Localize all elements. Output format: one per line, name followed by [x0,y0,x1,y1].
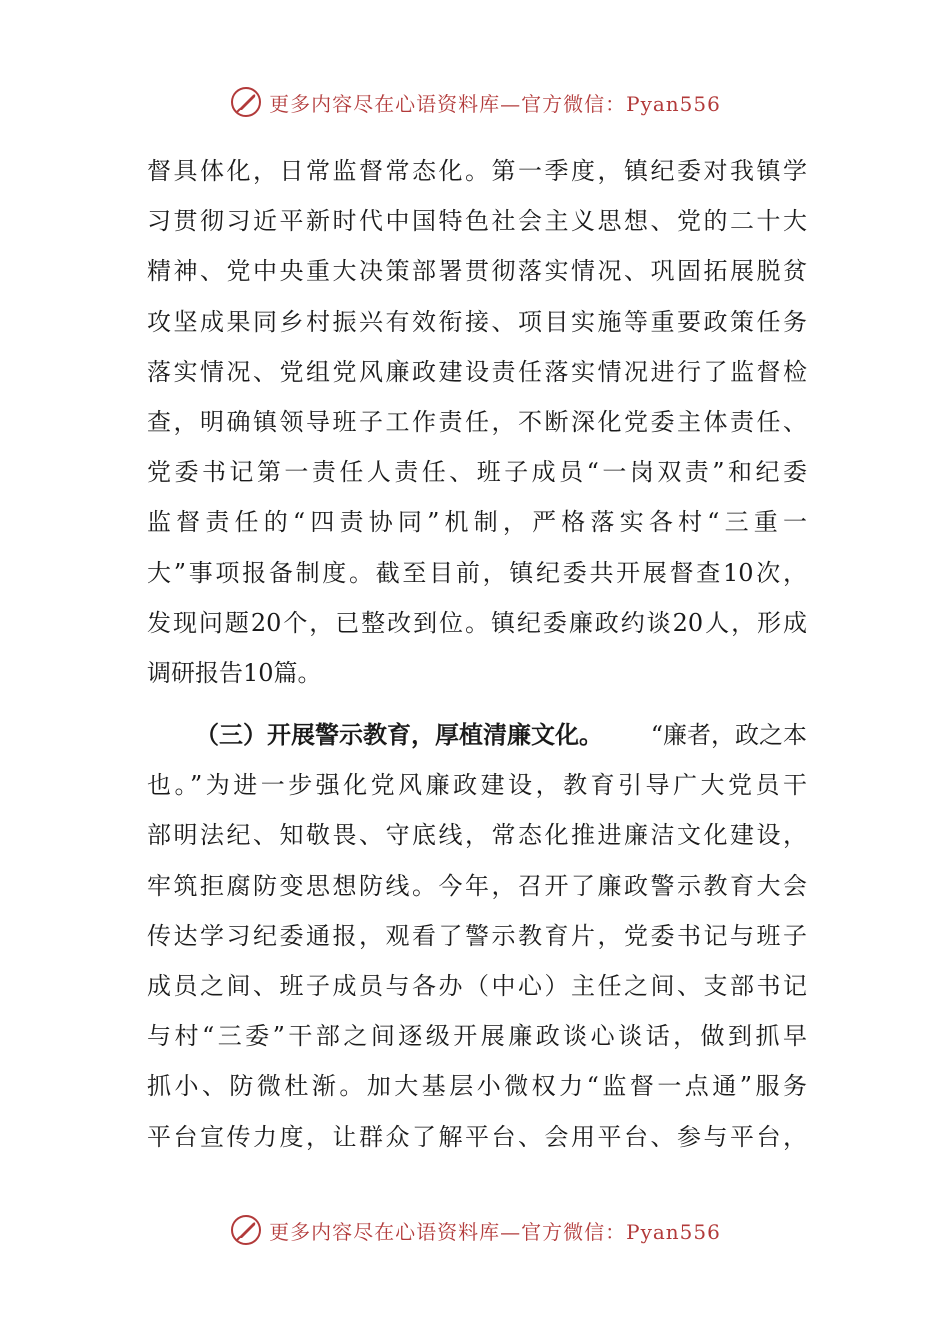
text-line: 攻坚成果同乡村振兴有效衔接、项目实施等重要政策任务 [147,307,807,336]
footer-watermark [0,1210,950,1250]
text-line: 查，明确镇领导班子工作责任，不断深化党委主体责任、 [147,407,807,436]
text-line: 监督责任的“四责协同”机制，严格落实各村“三重一 [147,508,807,537]
text-line-with-heading [147,710,807,760]
text-line: 成员之间、班子成员与各办（中心）主任之间、支部书记 [147,972,807,1000]
text-line: 与村“三委”干部之间逐级开展廉政谈心谈话，做到抓早 [147,1022,807,1051]
watermark-text: 更多内容尽在心语资料库—官方微信：Pyan556 [269,91,721,116]
quill-logo-icon [229,1213,263,1247]
text-line: 大”事项报备制度。截至目前，镇纪委共开展督查10次， [147,558,807,587]
section-heading: （三）开展警示教育，厚植清廉文化。 [195,720,603,750]
header-watermark [0,82,950,122]
text-line: 落实情况、党组党风廉政建设责任落实情况进行了监督检 [147,357,807,386]
paragraph-supervision [147,146,807,698]
text-line: 党委书记第一责任人责任、班子成员“一岗双责”和纪委 [147,458,807,487]
text-line: 抓小、防微杜渐。加大基层小微权力“监督一点通”服务 [147,1072,807,1101]
text-line: 督具体化，日常监督常态化。第一季度，镇纪委对我镇学 [147,157,807,185]
text-line: 传达学习纪委通报，观看了警示教育片，党委书记与班子 [147,921,807,950]
document-body [147,146,807,1162]
watermark-text: 更多内容尽在心语资料库—官方微信：Pyan556 [269,1219,721,1244]
text-line: 部明法纪、知敬畏、守底线，常态化推进廉洁文化建设， [147,821,807,850]
text-line: 调研报告10篇。 [147,658,322,687]
text-line: 平台宣传力度，让群众了解平台、会用平台、参与平台， [147,1122,807,1151]
quill-logo-icon [229,85,263,119]
text-line: 发现问题20个，已整改到位。镇纪委廉政约谈20人，形成 [147,608,807,637]
text-line: 精神、党中央重大决策部署贯彻落实情况、巩固拓展脱贫 [147,257,807,286]
text-line: 习贯彻习近平新时代中国特色社会主义思想、党的二十大 [147,207,807,236]
text-line: 牢筑拒腐防变思想防线。今年，召开了廉政警示教育大会 [147,871,807,900]
heading-line-rest: “廉者，政之本 [650,721,807,750]
text-line: 也。”为进一步强化党风廉政建设，教育引导广大党员干 [147,771,807,800]
paragraph-warning-education [147,710,807,1162]
